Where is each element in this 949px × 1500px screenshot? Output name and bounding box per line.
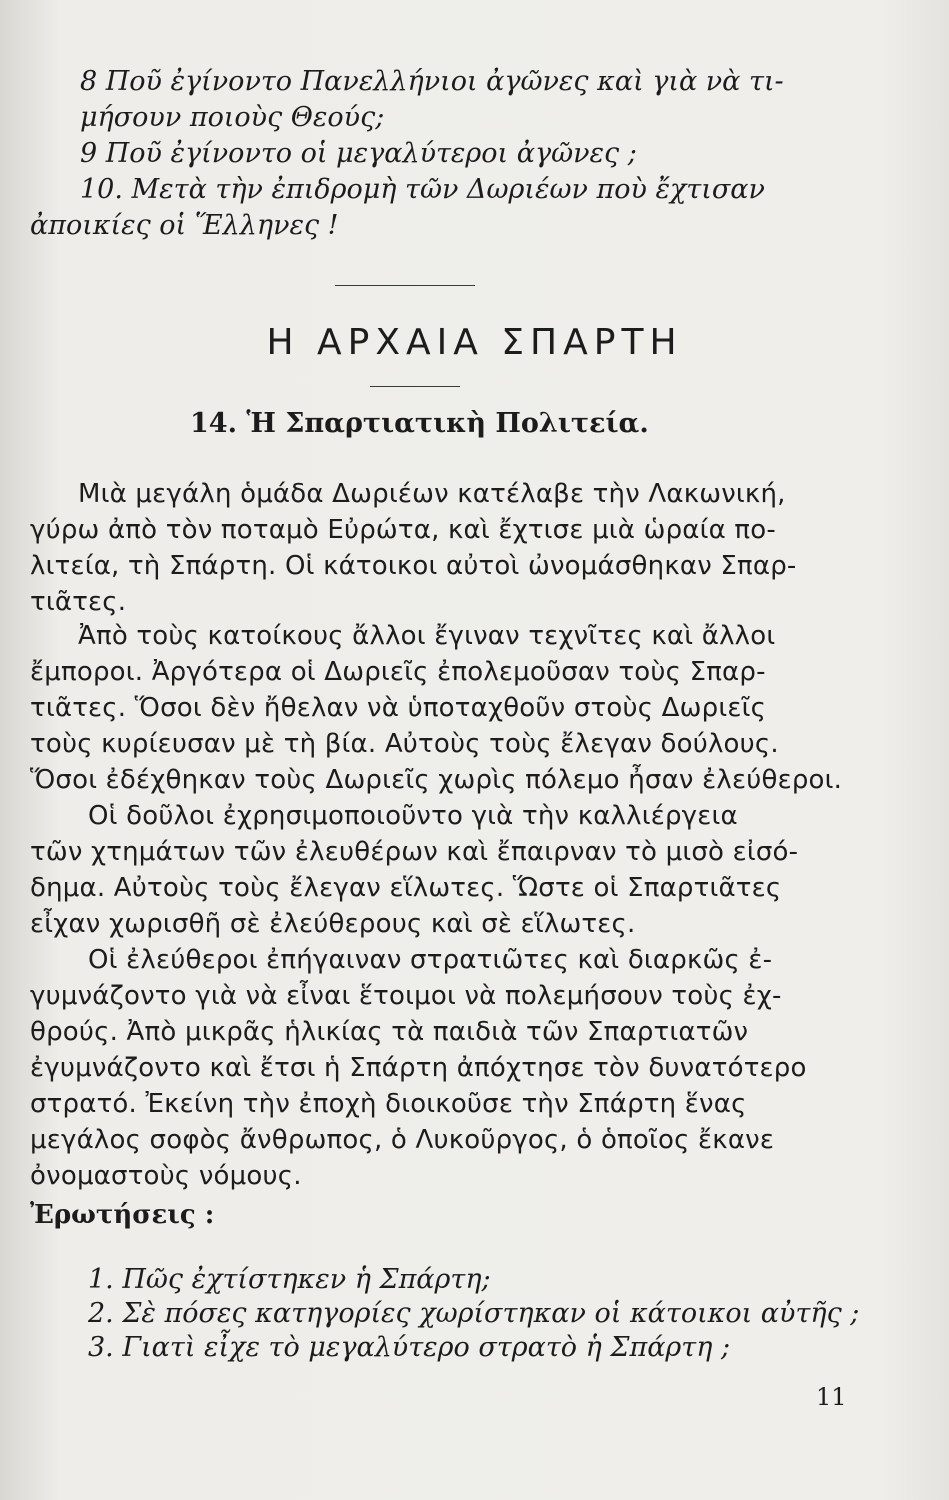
section-title: 14. Ἡ Σπαρτιατικὴ Πολιτεία. [190, 408, 649, 439]
question-line: μήσουν ποιοὺς Θεούς; [80, 102, 385, 133]
body-line: μεγάλος σοφὸς ἄνθρωπος, ὁ Λυκοῦργος, ὁ ὁποῖος ἔκανε [30, 1125, 775, 1155]
question-line: 9 Ποῦ ἐγίνοντο οἱ μεγαλύτεροι ἀγῶνες ; [80, 138, 637, 169]
body-line: λιτεία, τὴ Σπάρτη. Οἱ κάτοικοι αὐτοὶ ὠνομάσθηκαν Σπαρ- [30, 551, 797, 581]
question-item: 3. Γιατὶ εἶχε τὸ μεγαλύτερο στρατὸ ἡ Σπάρτη ; [88, 1332, 731, 1363]
body-line: Οἱ ἐλεύθεροι ἐπήγαιναν στρατιῶτες καὶ διαρκῶς ἐ- [88, 945, 773, 975]
body-line: Μιὰ μεγάλη ὁμάδα Δωριέων κατέλαβε τὴν Λακωνική, [78, 479, 786, 509]
body-line: εἶχαν χωρισθῆ σὲ ἐλεύθερους καὶ σὲ εἵλωτες. [30, 909, 636, 939]
chapter-title: Η ΑΡΧΑΙΑ ΣΠΑΡΤΗ [266, 322, 683, 363]
question-item: 1. Πῶς ἐχτίστηκεν ἡ Σπάρτη; [88, 1264, 491, 1295]
body-line: γύρω ἀπὸ τὸν ποταμὸ Εὐρώτα, καὶ ἔχτισε μιὰ ὡραία πο- [30, 515, 776, 545]
question-line: ἀποικίες οἱ Ἕλληνες ! [30, 210, 339, 241]
divider [370, 386, 460, 387]
questions-heading: Ἐρωτήσεις : [30, 1200, 215, 1230]
question-line: 10. Μετὰ τὴν ἐπιδρομὴ τῶν Δωριέων ποὺ ἔχτισαν [80, 174, 765, 205]
body-line: ἔμποροι. Ἀργότερα οἱ Δωριεῖς ἐπολεμοῦσαν τοὺς Σπαρ- [30, 657, 766, 687]
divider [335, 285, 475, 286]
question-line: 8 Ποῦ ἐγίνοντο Πανελλήνιοι ἀγῶνες καὶ γιὰ νὰ τι- [80, 66, 784, 97]
question-item: 2. Σὲ πόσες κατηγορίες χωρίστηκαν οἱ κάτοικοι αὐτῆς ; [88, 1298, 860, 1329]
body-line: τιᾶτες. Ὅσοι δὲν ἤθελαν νὰ ὑποταχθοῦν στοὺς Δωριεῖς [30, 693, 767, 723]
body-line: στρατό. Ἐκείνη τὴν ἐποχὴ διοικοῦσε τὴν Σπάρτη ἕνας [30, 1089, 747, 1119]
body-line: ὀνομαστοὺς νόμους. [30, 1161, 302, 1191]
page-number: 11 [816, 1383, 847, 1411]
body-line: τῶν χτημάτων τῶν ἐλευθέρων καὶ ἔπαιρναν τὸ μισὸ εἰσό- [30, 837, 799, 867]
body-line: δημα. Αὐτοὺς τοὺς ἔλεγαν εἵλωτες. Ὥστε οἱ Σπαρτιᾶτες [30, 873, 782, 903]
body-line: ἐγυμνάζοντο καὶ ἔτσι ἡ Σπάρτη ἀπόχτησε τὸν δυνατότερο [30, 1053, 807, 1083]
body-line: τιᾶτες. [30, 587, 127, 617]
body-line: τοὺς κυρίευσαν μὲ τὴ βία. Αὐτοὺς τοὺς ἔλεγαν δούλους. [30, 729, 779, 759]
body-line: θρούς. Ἀπὸ μικρᾶς ἡλικίας τὰ παιδιὰ τῶν Σπαρτιατῶν [30, 1017, 749, 1047]
body-line: Οἱ δοῦλοι ἐχρησιμοποιοῦντο γιὰ τὴν καλλιέργεια [88, 801, 738, 831]
body-line: Ὅσοι ἐδέχθηκαν τοὺς Δωριεῖς χωρὶς πόλεμο ἦσαν ἐλεύθεροι. [30, 765, 843, 795]
body-line: Ἀπὸ τοὺς κατοίκους ἄλλοι ἔγιναν τεχνῖτες καὶ ἄλλοι [78, 621, 776, 651]
body-line: γυμνάζοντο γιὰ νὰ εἶναι ἕτοιμοι νὰ πολεμήσουν τοὺς ἐχ- [30, 981, 782, 1011]
